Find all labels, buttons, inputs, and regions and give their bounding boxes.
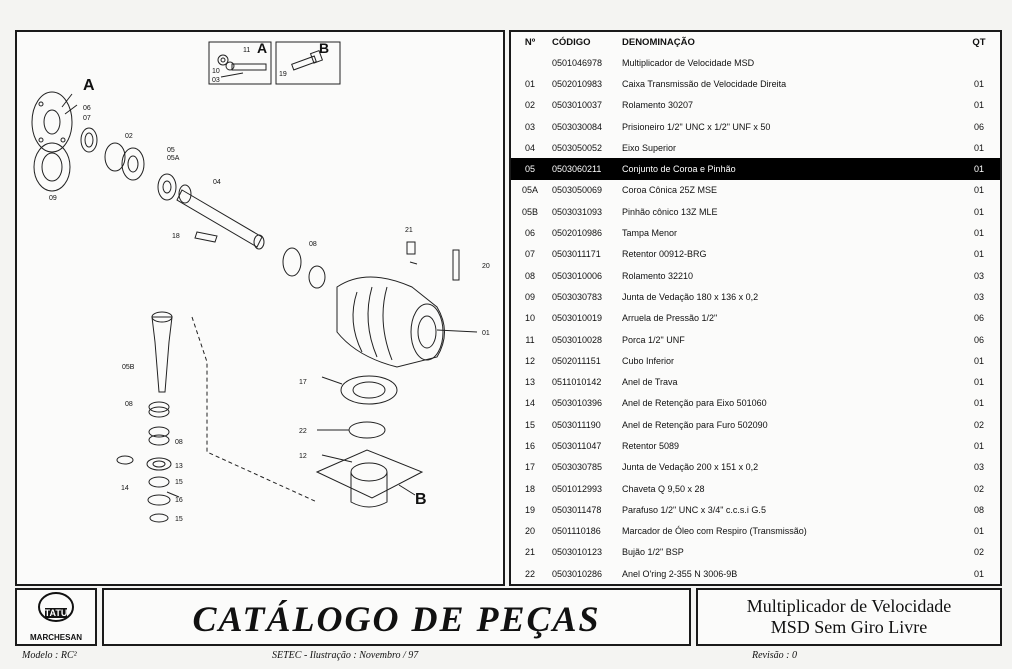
table-row (511, 350, 1000, 371)
footer-model: Modelo : RC² (22, 650, 77, 661)
label-14: 14 (121, 485, 129, 492)
row-description: Chaveta Q 9,50 x 28 (622, 483, 705, 494)
callout-a-main: A (83, 77, 95, 94)
table-row (511, 73, 1000, 94)
row-num: 08 (524, 270, 535, 281)
row-qt (958, 52, 1000, 73)
label-15-b: 15 (175, 516, 183, 523)
row-qt: 01 (973, 78, 984, 89)
row-code: 0503011047 (552, 440, 602, 451)
product-name-box (696, 588, 1002, 646)
product-line-1: Multiplicador de Velocidade (746, 596, 952, 616)
label-06: 06 (83, 105, 91, 112)
label-08-b: 08 (125, 401, 133, 408)
parts-table-body (511, 52, 1000, 584)
callout-a-inset: A (257, 40, 268, 56)
row-code: 0501012993 (552, 483, 603, 494)
table-row (511, 116, 1000, 137)
header-num: Nº (524, 36, 536, 48)
row-qt: 01 (973, 142, 984, 153)
row-description: Anel de Retenção para Eixo 501060 (622, 398, 767, 409)
row-code: 0503060211 (549, 158, 619, 179)
lower-bearing-stack (117, 402, 171, 522)
row-description: Cubo Inferior (622, 355, 675, 366)
row-code: 0502010983 (552, 78, 603, 89)
seal-07 (81, 128, 97, 152)
label-19: 19 (279, 71, 287, 78)
row-qt: 03 (973, 270, 984, 281)
row-code: 0503030084 (552, 121, 603, 132)
row-qt: 02 (973, 547, 984, 558)
product-line-2: MSD Sem Giro Livre (770, 617, 928, 637)
row-num: 05A (521, 185, 538, 196)
table-row (511, 521, 1000, 542)
row-code: 0502011151 (552, 355, 601, 366)
table-row (511, 244, 1000, 265)
row-qt: 01 (973, 440, 984, 451)
header-qt: QT (972, 36, 986, 48)
row-qt: 06 (973, 334, 984, 345)
parts-table (511, 32, 1000, 584)
bearing-08-upper (283, 248, 301, 276)
pinion-shaft-05b (152, 312, 172, 392)
row-code: 0503010123 (552, 547, 603, 558)
transmission-housing-01 (337, 277, 445, 367)
table-row (511, 393, 1000, 414)
row-description: Parafuso 1/2" UNC x 3/4" c.c.s.i G.5 (622, 504, 766, 515)
table-row (511, 457, 1000, 478)
row-description: Marcador de Óleo com Respiro (Transmissão) (622, 526, 807, 537)
row-num: 04 (524, 142, 535, 153)
row-description: Retentor 5089 (622, 440, 680, 451)
row-code: 0503010019 (552, 313, 603, 324)
diagram-svg (17, 32, 503, 584)
footer-setec: SETEC - Ilustração : Novembro / 97 (272, 650, 419, 661)
label-01: 01 (482, 330, 490, 337)
label-13: 13 (175, 463, 183, 470)
row-code: 0503011190 (552, 419, 601, 430)
header-code: CÓDIGO (552, 36, 591, 48)
row-code: 0503050052 (552, 142, 603, 153)
exploded-diagram (15, 30, 505, 586)
dashed-assembly-line (192, 317, 317, 502)
row-description: Eixo Superior (622, 142, 677, 153)
row-qt: 01 (973, 568, 984, 579)
row-description: Pinhão cônico 13Z MLE (622, 206, 718, 217)
row-code: 0503010037 (552, 100, 603, 111)
label-20: 20 (482, 263, 490, 270)
row-num: 13 (524, 377, 535, 388)
row-qt: 02 (973, 483, 984, 494)
label-12: 12 (299, 453, 307, 460)
label-15-a: 15 (175, 479, 183, 486)
footer-revision: Revisão : 0 (752, 650, 797, 661)
row-qt: 01 (973, 206, 984, 217)
table-row (511, 158, 1000, 179)
row-num: 12 (524, 355, 535, 366)
brand-logo-box (15, 588, 97, 646)
callout-b-inset: B (319, 40, 330, 56)
row-num: 07 (524, 249, 535, 260)
row-code: 0503010028 (552, 334, 603, 345)
table-header-row (511, 32, 1000, 52)
upper-shaft-04 (177, 185, 264, 249)
parts-table-panel (509, 30, 1002, 586)
row-description: Anel de Retenção para Furo 502090 (622, 419, 768, 430)
label-03: 03 (212, 77, 220, 84)
row-code: 0503010286 (552, 568, 603, 579)
row-qt: 01 (973, 355, 984, 366)
row-qt: 01 (958, 158, 1000, 179)
label-21: 21 (405, 227, 413, 234)
row-num: 11 (525, 334, 535, 345)
row-num: 14 (524, 398, 535, 409)
label-07: 07 (83, 115, 91, 122)
label-17: 17 (299, 379, 307, 386)
screw-icon (292, 51, 323, 70)
row-description: Conjunto de Coroa e Pinhão (619, 158, 958, 179)
key-18 (195, 232, 217, 242)
row-description: Coroa Cônica 25Z MSE (622, 185, 718, 196)
label-10: 10 (212, 68, 220, 75)
row-code: 0503011171 (552, 249, 601, 260)
gasket-17 (341, 376, 397, 404)
oil-breather-20 (453, 250, 459, 280)
bearing-05 (158, 174, 176, 200)
plug-21 (407, 242, 415, 254)
row-num: 05B (521, 206, 538, 217)
row-description: Tampa Menor (622, 228, 678, 239)
gasket-09 (34, 143, 70, 191)
table-row (511, 286, 1000, 307)
stud-nut-icon (218, 55, 266, 70)
row-code: 0502010986 (552, 228, 603, 239)
row-code: 0503010396 (552, 398, 603, 409)
label-08-c: 08 (175, 439, 183, 446)
row-qt: 08 (973, 504, 984, 515)
row-description: Prisioneiro 1/2" UNC x 1/2" UNF x 50 (622, 121, 771, 132)
table-row (511, 499, 1000, 520)
row-num: 20 (524, 526, 535, 537)
label-05: 05 (167, 147, 175, 154)
tatu-logo-icon (17, 590, 95, 626)
row-description: Junta de Vedação 200 x 151 x 0,2 (622, 462, 759, 473)
row-num: 10 (524, 313, 535, 324)
row-num: 09 (524, 291, 535, 302)
oring-22 (349, 422, 385, 438)
header-description: DENOMINAÇÃO (622, 36, 695, 48)
row-qt: 01 (973, 377, 984, 388)
row-qt: 01 (973, 185, 984, 196)
row-qt: 01 (973, 100, 984, 111)
table-row (511, 180, 1000, 201)
row-code: 0503050069 (552, 185, 603, 196)
label-02: 02 (125, 133, 133, 140)
row-num: 01 (524, 78, 535, 89)
table-row (511, 371, 1000, 392)
label-05a: 05A (167, 155, 180, 162)
table-row (511, 95, 1000, 116)
table-row (511, 563, 1000, 584)
row-qt: 01 (973, 398, 984, 409)
bearing-02 (105, 143, 144, 180)
row-description: Anel O'ring 2-355 N 3006-9B (622, 568, 738, 579)
row-code: 0503010006 (552, 270, 603, 281)
row-code: 0501046978 (552, 57, 603, 68)
row-num: 16 (524, 440, 535, 451)
label-05b: 05B (122, 364, 135, 371)
label-11: 11 (243, 47, 251, 54)
logo-text: TATU (44, 608, 68, 618)
row-description: Retentor 00912-BRG (622, 249, 707, 260)
row-description: Junta de Vedação 180 x 136 x 0,2 (622, 291, 759, 302)
row-description: Rolamento 30207 (622, 100, 694, 111)
row-code: 0511010142 (552, 377, 602, 388)
row-num: 21 (524, 547, 535, 558)
row-code: 0503031093 (552, 206, 603, 217)
row-code: 0503011478 (552, 504, 602, 515)
row-description: Rolamento 32210 (622, 270, 694, 281)
label-09: 09 (49, 195, 57, 202)
row-num: 17 (524, 462, 535, 473)
table-row (511, 52, 1000, 73)
lower-hub-12 (317, 450, 422, 507)
table-row (511, 308, 1000, 329)
row-description: Caixa Transmissão de Velocidade Direita (622, 78, 787, 89)
table-row (511, 414, 1000, 435)
row-num: 19 (524, 504, 535, 515)
label-16: 16 (175, 497, 183, 504)
row-description: Multiplicador de Velocidade MSD (622, 57, 755, 68)
row-qt: 01 (973, 526, 984, 537)
row-num: 22 (524, 568, 535, 579)
row-description: Porca 1/2" UNF (622, 334, 685, 345)
table-row (511, 478, 1000, 499)
label-04: 04 (213, 179, 221, 186)
row-description: Bujão 1/2" BSP (622, 547, 684, 558)
row-num: 02 (524, 100, 535, 111)
row-qt: 06 (973, 313, 984, 324)
table-row (511, 201, 1000, 222)
row-description: Anel de Trava (622, 377, 678, 388)
catalog-title-box (102, 588, 691, 646)
row-num: 15 (524, 419, 535, 430)
row-num: 03 (524, 121, 535, 132)
row-description: Arruela de Pressão 1/2" (622, 313, 718, 324)
row-num (511, 52, 549, 73)
row-qt: 03 (973, 462, 984, 473)
callout-b-main: B (415, 491, 427, 508)
row-qt: 06 (973, 121, 984, 132)
row-num: 18 (524, 483, 535, 494)
brand-name: MARCHESAN (30, 633, 82, 642)
label-18: 18 (172, 233, 180, 240)
row-num: 06 (524, 228, 535, 239)
row-qt: 01 (973, 228, 984, 239)
row-qt: 02 (973, 419, 984, 430)
label-22: 22 (299, 428, 307, 435)
row-num: 05 (511, 158, 549, 179)
table-row (511, 137, 1000, 158)
row-qt: 01 (973, 249, 984, 260)
row-code: 0501110186 (552, 526, 601, 537)
table-row (511, 222, 1000, 243)
row-code: 0503030783 (552, 291, 603, 302)
table-row (511, 265, 1000, 286)
table-row (511, 542, 1000, 563)
label-08-a: 08 (309, 241, 317, 248)
row-qt: 03 (973, 291, 984, 302)
catalog-title: CATÁLOGO DE PEÇAS (192, 599, 601, 639)
table-row (511, 435, 1000, 456)
row-code: 0503030785 (552, 462, 603, 473)
table-row (511, 329, 1000, 350)
